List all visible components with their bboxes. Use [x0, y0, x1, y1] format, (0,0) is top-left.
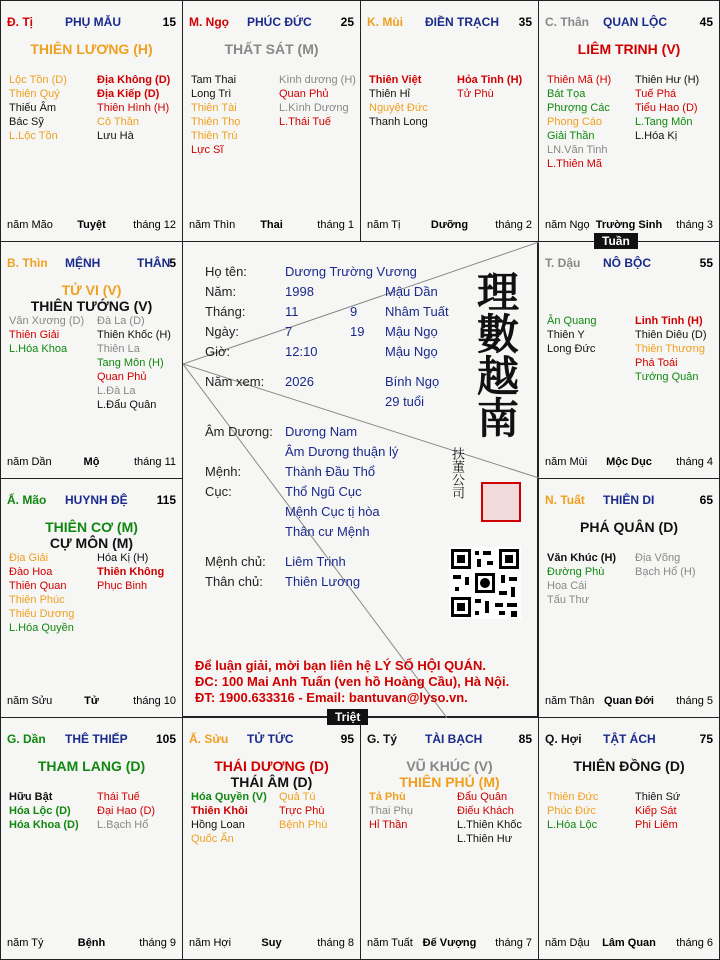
palace-footer — [7, 937, 176, 951]
palace-month: tháng 9 — [139, 937, 176, 949]
tuan-tag: Tuần — [594, 233, 638, 249]
palace-name: HUYNH ĐỆ — [65, 493, 128, 507]
destiny-master-label: Mệnh chủ: — [205, 554, 266, 569]
palace-month: tháng 11 — [133, 456, 176, 468]
contact-address: ĐC: 100 Mai Anh Tuấn (ven hồ Hoàng Cầu), Hà Nội. — [195, 674, 510, 689]
minor-star: L.Bạch Hổ — [97, 819, 149, 831]
palace-age-number: 95 — [340, 732, 354, 746]
minor-star: Văn Khúc (H) — [547, 552, 617, 564]
year-label: Năm: — [205, 284, 237, 299]
minor-star: Bát Tọa — [547, 88, 586, 100]
palace-year: năm Thân — [545, 695, 595, 707]
life-stage: Suy — [261, 937, 282, 949]
palace-header — [367, 732, 532, 746]
element-value: Thổ Ngũ Cục — [285, 484, 362, 499]
palace-branch: N. Tuất — [545, 493, 585, 507]
minor-star: Lực Sĩ — [191, 144, 224, 156]
palace-cell[interactable] — [0, 241, 183, 479]
minor-star: Kình dương (H) — [279, 74, 356, 86]
contact-phone-email: ĐT: 1900.633316 - Email: bantuvan@lyso.vn. — [195, 690, 468, 705]
minor-star: Thiên Khôi — [191, 805, 248, 817]
main-star: THIÊN ĐỒNG (D) — [573, 758, 685, 774]
body-master-label: Thân chủ: — [205, 574, 263, 589]
minor-star: Lưu Hà — [97, 130, 134, 142]
month-value: 11 — [285, 304, 299, 319]
minor-star: L.Hóa Khoa — [9, 343, 68, 355]
left-star-list — [191, 790, 267, 846]
palace-header — [545, 256, 713, 270]
palace-name: THIÊN DI — [603, 493, 655, 507]
left-star-list — [9, 314, 84, 356]
minor-star: Quả Tú — [279, 791, 316, 803]
palace-age-number: 105 — [155, 732, 176, 746]
element-note: Mệnh Cục tị hòa — [285, 504, 380, 519]
palace-header — [7, 732, 176, 746]
main-star: VŨ KHÚC (V) — [406, 758, 493, 774]
palace-branch: Ấ. Mão — [7, 493, 47, 507]
minor-star: Hóa Kị (H) — [97, 552, 149, 564]
palace-age-number: 15 — [162, 15, 176, 29]
palace-footer — [7, 456, 176, 470]
minor-star: Địa Không (D) — [97, 74, 171, 86]
life-stage: Tuyệt — [77, 219, 106, 231]
palace-branch: T. Dậu — [545, 256, 581, 270]
right-star-list — [97, 314, 171, 412]
left-star-list — [9, 73, 67, 143]
minor-star: Long Trì — [191, 88, 232, 100]
minor-star: L.Thái Tuế — [279, 116, 331, 128]
body-master-value: Thiên Lương — [285, 574, 361, 589]
minor-star: L.Đẩu Quân — [97, 399, 157, 411]
minor-star: Cô Thần — [97, 116, 139, 128]
palace-branch: G. Tý — [367, 732, 398, 746]
hour-label: Giờ: — [205, 344, 231, 359]
right-star-list — [279, 73, 356, 129]
palace-branch: B. Thìn — [7, 256, 48, 270]
palace-footer — [367, 937, 532, 951]
day-can-chi: Mậu Ngọ — [385, 324, 438, 339]
minor-star: LN.Văn Tinh — [547, 144, 608, 156]
minor-star: Hóa Quyền (V) — [191, 791, 267, 803]
life-stage: Trường Sinh — [595, 219, 663, 231]
palace-header — [367, 15, 532, 29]
minor-star: Địa Giải — [9, 552, 49, 564]
minor-star: Bệnh Phù — [279, 819, 328, 831]
palace-header — [189, 15, 354, 29]
destiny-label: Mệnh: — [205, 464, 242, 479]
minor-star: Thai Phụ — [369, 805, 414, 817]
minor-star: Đà La (D) — [97, 315, 145, 327]
minor-star: Địa Kiếp (D) — [97, 88, 160, 100]
palace-year: năm Tị — [367, 219, 401, 231]
palace-year: năm Sửu — [7, 695, 53, 707]
palace-cell[interactable] — [360, 717, 539, 960]
palace-header — [7, 15, 176, 29]
hour-can-chi: Mậu Ngọ — [385, 344, 438, 359]
right-star-list — [279, 790, 327, 832]
left-star-list — [547, 73, 611, 171]
minor-star: Tướng Quân — [635, 371, 699, 383]
palace-name: PHÚC ĐỨC — [247, 15, 312, 29]
main-star: CỰ MÔN (M) — [49, 535, 134, 551]
minor-star: Thiên La — [97, 343, 140, 355]
palace-cell[interactable] — [538, 478, 720, 718]
minor-star: Tả Phù — [369, 791, 406, 803]
minor-star: Tam Thai — [191, 74, 237, 86]
minor-star: Tuế Phá — [635, 88, 677, 100]
minor-star: Kiếp Sát — [635, 805, 677, 817]
palace-header — [545, 15, 713, 29]
main-star: TỬ VI (V) — [61, 282, 122, 298]
palace-year: năm Mùi — [545, 456, 588, 468]
minor-star: Thiếu Âm — [9, 102, 57, 114]
minor-star: Ân Quang — [547, 315, 597, 327]
minor-star: Hỏa Tinh (H) — [457, 74, 523, 86]
palace-branch: Q. Hợi — [545, 732, 582, 746]
palace-month: tháng 7 — [495, 937, 532, 949]
life-stage: Quan Đới — [604, 695, 654, 707]
palace-month: tháng 2 — [495, 219, 532, 231]
palace-age-number: 75 — [699, 732, 713, 746]
lunar-month: 9 — [350, 304, 358, 319]
age-value: 29 tuổi — [385, 394, 425, 409]
minor-star: Quốc Ấn — [191, 833, 234, 845]
minor-star: Hóa Khoa (D) — [9, 819, 79, 831]
palace-footer — [189, 937, 354, 951]
main-star: THAM LANG (D) — [37, 758, 146, 774]
name-label: Họ tên: — [205, 264, 247, 279]
palace-month: tháng 8 — [317, 937, 354, 949]
palace-year: năm Tý — [7, 937, 44, 949]
palace-footer — [7, 695, 176, 709]
left-star-list — [191, 73, 240, 157]
view-year-label: Năm xem: — [205, 374, 265, 389]
palace-name: PHỤ MẪU — [65, 15, 121, 29]
minor-star: Phượng Các — [547, 102, 610, 114]
destiny-master-value: Liêm Trinh — [285, 554, 346, 569]
minor-star: Địa Võng — [635, 552, 681, 564]
palace-footer — [545, 219, 713, 233]
palace-month: tháng 3 — [676, 219, 713, 231]
lunar-day: 19 — [350, 324, 365, 339]
palace-branch: Đ. Tị — [7, 15, 33, 29]
minor-star: Thiên Quan — [9, 580, 67, 592]
minor-star: Đào Hoa — [9, 566, 53, 578]
main-star: LIÊM TRINH (V) — [577, 41, 681, 57]
minor-star: Nguyệt Đức — [369, 102, 428, 114]
qr-code-icon — [449, 547, 521, 619]
minor-star: Thiên Trù — [191, 130, 238, 142]
palace-name: TẬT ÁCH — [603, 732, 656, 746]
palace-year: năm Mão — [7, 219, 53, 231]
palace-age-number: 55 — [699, 256, 713, 270]
palace-age-number: 85 — [518, 732, 532, 746]
minor-star: Thiếu Dương — [9, 608, 75, 620]
palace-cell[interactable] — [538, 0, 720, 242]
main-star: PHÁ QUÂN (D) — [580, 519, 678, 535]
minor-star: L.Hóa Lộc — [547, 819, 598, 831]
palace-year: năm Tuất — [367, 937, 413, 949]
main-star: THẤT SÁT (M) — [224, 41, 319, 57]
palace-name: MỆNH — [65, 256, 101, 270]
minor-star: Tử Phù — [457, 88, 494, 100]
minor-star: Đại Hao (D) — [97, 805, 156, 817]
palace-header — [189, 732, 354, 746]
palace-name: THÊ THIẾP — [65, 732, 128, 746]
minor-star: L.Thiên Hư — [457, 833, 513, 845]
element-label: Cục: — [205, 484, 232, 499]
minor-star: Trực Phù — [279, 805, 325, 817]
minor-star: Quan Phủ — [97, 371, 147, 383]
main-star: THÁI DƯƠNG (D) — [214, 758, 329, 774]
palace-cell[interactable] — [538, 241, 720, 479]
minor-star: Đẩu Quân — [457, 791, 508, 803]
minor-star: L.Hóa Kị — [635, 130, 678, 142]
minor-star: Phúc Đức — [547, 805, 596, 817]
minor-star: Phi Liêm — [635, 819, 678, 831]
life-stage: Tử — [84, 695, 99, 707]
minor-star: L.Thiên Mã — [547, 158, 603, 170]
seal-stamp — [481, 482, 521, 522]
palace-branch: G. Dần — [7, 732, 46, 746]
palace-footer — [189, 219, 354, 233]
left-star-list — [547, 551, 616, 607]
palace-month: tháng 1 — [317, 219, 354, 231]
minor-star: L.Thiên Khốc — [457, 819, 522, 831]
body-location: Thân cư Mệnh — [285, 524, 370, 539]
minor-star: Thiên Đức — [547, 791, 599, 803]
palace-month: tháng 4 — [676, 456, 713, 468]
palace-cell[interactable] — [0, 717, 183, 960]
right-star-list — [635, 314, 707, 384]
left-star-list — [547, 314, 597, 356]
right-star-list — [635, 790, 680, 832]
minor-star: Thái Tuế — [97, 791, 140, 803]
palace-name: QUAN LỘC — [603, 15, 667, 29]
left-star-list — [9, 790, 79, 832]
palace-branch: K. Mùi — [367, 15, 403, 29]
palace-cell[interactable] — [0, 478, 183, 718]
life-stage: Lâm Quan — [602, 937, 656, 949]
minor-star: Lộc Tồn (D) — [9, 74, 67, 86]
palace-name: NÔ BỘC — [603, 256, 651, 270]
palace-name: TỬ TỨC — [247, 732, 294, 746]
palace-year: năm Ngọ — [545, 219, 590, 231]
right-star-list — [457, 73, 522, 101]
minor-star: Văn Xương (D) — [9, 315, 85, 327]
palace-cell[interactable] — [182, 0, 361, 242]
body-palace-tag: THÂN — [137, 256, 171, 270]
main-star: THIÊN LƯƠNG (H) — [30, 41, 153, 57]
left-star-list — [547, 790, 598, 832]
palace-age-number: 35 — [518, 15, 532, 29]
minor-star: Đường Phù — [547, 566, 605, 578]
yin-yang-value: Dương Nam — [285, 424, 358, 439]
minor-star: Hoa Cái — [547, 580, 587, 592]
hour-value: 12:10 — [285, 344, 318, 359]
palace-age-number: 45 — [699, 15, 713, 29]
minor-star: L.Lộc Tồn — [9, 130, 58, 142]
minor-star: Phá Toái — [635, 357, 678, 369]
palace-cell[interactable] — [0, 0, 183, 242]
palace-age-number: 65 — [699, 493, 713, 507]
minor-star: Thiên Khốc (H) — [97, 329, 171, 341]
calligraphy-small: 扶董公司 — [449, 447, 464, 499]
palace-header — [545, 493, 713, 507]
minor-star: Thiên Tài — [191, 102, 237, 114]
triet-tag: Triệt — [327, 709, 368, 725]
day-label: Ngày: — [205, 324, 239, 339]
palace-month: tháng 10 — [133, 695, 176, 707]
minor-star: Thiên Phúc — [9, 594, 65, 606]
minor-star: Thiên Y — [547, 329, 585, 341]
minor-star: Tang Môn (H) — [97, 357, 164, 369]
day-value: 7 — [285, 324, 293, 339]
right-star-list — [457, 790, 522, 846]
minor-star: Tấu Thư — [547, 594, 590, 606]
palace-age-number: 115 — [156, 493, 176, 507]
main-star: THIÊN PHỦ (M) — [399, 774, 500, 790]
palace-header — [545, 732, 713, 746]
palace-header — [7, 493, 176, 507]
palace-footer — [545, 695, 713, 709]
palace-cell[interactable] — [538, 717, 720, 960]
palace-year: năm Thìn — [189, 219, 236, 231]
minor-star: Phong Cáo — [547, 116, 603, 128]
minor-star: Quan Phủ — [279, 88, 329, 100]
palace-month: tháng 12 — [133, 219, 176, 231]
right-star-list — [97, 790, 155, 832]
palace-cell[interactable] — [360, 0, 539, 242]
palace-age-number: 25 — [340, 15, 354, 29]
minor-star: Thanh Long — [369, 116, 428, 128]
palace-cell[interactable] — [182, 717, 361, 960]
palace-name: ĐIỀN TRẠCH — [425, 15, 499, 29]
minor-star: Thiên Thương — [635, 343, 706, 355]
minor-star: Hồng Loan — [191, 819, 245, 831]
main-star: THIÊN TƯỚNG (V) — [30, 298, 153, 314]
minor-star: L.Đà La — [97, 385, 136, 397]
right-star-list — [97, 551, 164, 593]
palace-branch: C. Thân — [545, 15, 589, 29]
view-year-can-chi: Bính Ngọ — [385, 374, 440, 389]
palace-name: TÀI BẠCH — [425, 732, 483, 746]
palace-age-number: 5 — [169, 256, 176, 270]
palace-year: năm Dậu — [545, 937, 590, 949]
minor-star: Linh Tinh (H) — [635, 315, 703, 327]
left-star-list — [369, 73, 428, 129]
minor-star: Thiên Không — [97, 566, 165, 578]
life-stage: Thai — [260, 219, 283, 231]
month-label: Tháng: — [205, 304, 246, 319]
year-can-chi: Mậu Dần — [385, 284, 438, 299]
minor-star: Phục Binh — [97, 580, 148, 592]
life-stage: Bệnh — [77, 937, 106, 949]
minor-star: Thiên Hỉ — [369, 88, 410, 100]
minor-star: Thiên Diêu (D) — [635, 329, 707, 341]
main-star: THIÊN CƠ (M) — [45, 519, 138, 535]
name-value: Dương Trường Vương — [285, 264, 417, 279]
yin-yang-note: Âm Dương thuận lý — [285, 444, 399, 459]
palace-year: năm Dần — [7, 456, 52, 468]
minor-star: Tiểu Hao (D) — [635, 102, 698, 114]
left-star-list — [369, 790, 413, 832]
minor-star: Bạch Hổ (H) — [635, 566, 696, 578]
palace-footer — [545, 937, 713, 951]
yin-yang-label: Âm Dương: — [205, 424, 273, 439]
minor-star: Hữu Bật — [9, 791, 53, 803]
minor-star: Hóa Lộc (D) — [9, 805, 71, 817]
minor-star: Thiên Giải — [9, 329, 60, 341]
palace-footer — [367, 219, 532, 233]
year-value: 1998 — [285, 284, 314, 299]
main-star: THÁI ÂM (D) — [230, 774, 313, 790]
life-stage: Đế Vượng — [422, 937, 477, 949]
minor-star: Bác Sỹ — [9, 116, 44, 128]
minor-star: Thiên Thọ — [191, 116, 241, 128]
destiny-value: Thành Đầu Thổ — [285, 464, 376, 479]
palace-year: năm Hợi — [189, 937, 232, 949]
left-star-list — [9, 551, 74, 635]
minor-star: Thiên Sứ — [635, 791, 681, 803]
minor-star: L.Hóa Quyền — [9, 622, 74, 634]
right-star-list — [97, 73, 170, 143]
minor-star: Thiên Mã (H) — [547, 74, 612, 86]
minor-star: Giải Thần — [547, 130, 595, 142]
calligraphy-logo: 理數越南 — [471, 270, 520, 438]
palace-branch: M. Ngọ — [189, 15, 229, 29]
minor-star: Thiên Việt — [369, 74, 422, 86]
palace-header — [7, 256, 176, 270]
palace-month: tháng 6 — [676, 937, 713, 949]
palace-branch: Ấ. Sửu — [189, 732, 229, 746]
minor-star: L.Kình Dương — [279, 102, 349, 114]
contact-line-1: Để luận giải, mời bạn liên hệ LÝ SỐ HỘI QUÁN. — [195, 658, 486, 673]
center-info-panel — [182, 241, 538, 717]
minor-star: Thiên Hình (H) — [97, 102, 170, 114]
month-can-chi: Nhâm Tuất — [385, 304, 449, 319]
minor-star: Điếu Khách — [457, 805, 514, 817]
minor-star: L.Tang Môn — [635, 116, 693, 128]
minor-star: Thiên Hư (H) — [635, 74, 700, 86]
palace-footer — [545, 456, 713, 470]
minor-star: Long Đức — [547, 343, 596, 355]
minor-star: Thiên Quý — [9, 88, 60, 100]
palace-footer — [7, 219, 176, 233]
palace-month: tháng 5 — [676, 695, 713, 707]
minor-star: Hỉ Thần — [369, 819, 408, 831]
life-stage: Dưỡng — [430, 219, 469, 231]
life-stage: Mộc Dục — [606, 456, 652, 468]
view-year-value: 2026 — [285, 374, 314, 389]
life-stage: Mộ — [83, 456, 100, 468]
right-star-list — [635, 73, 699, 143]
right-star-list — [635, 551, 696, 579]
